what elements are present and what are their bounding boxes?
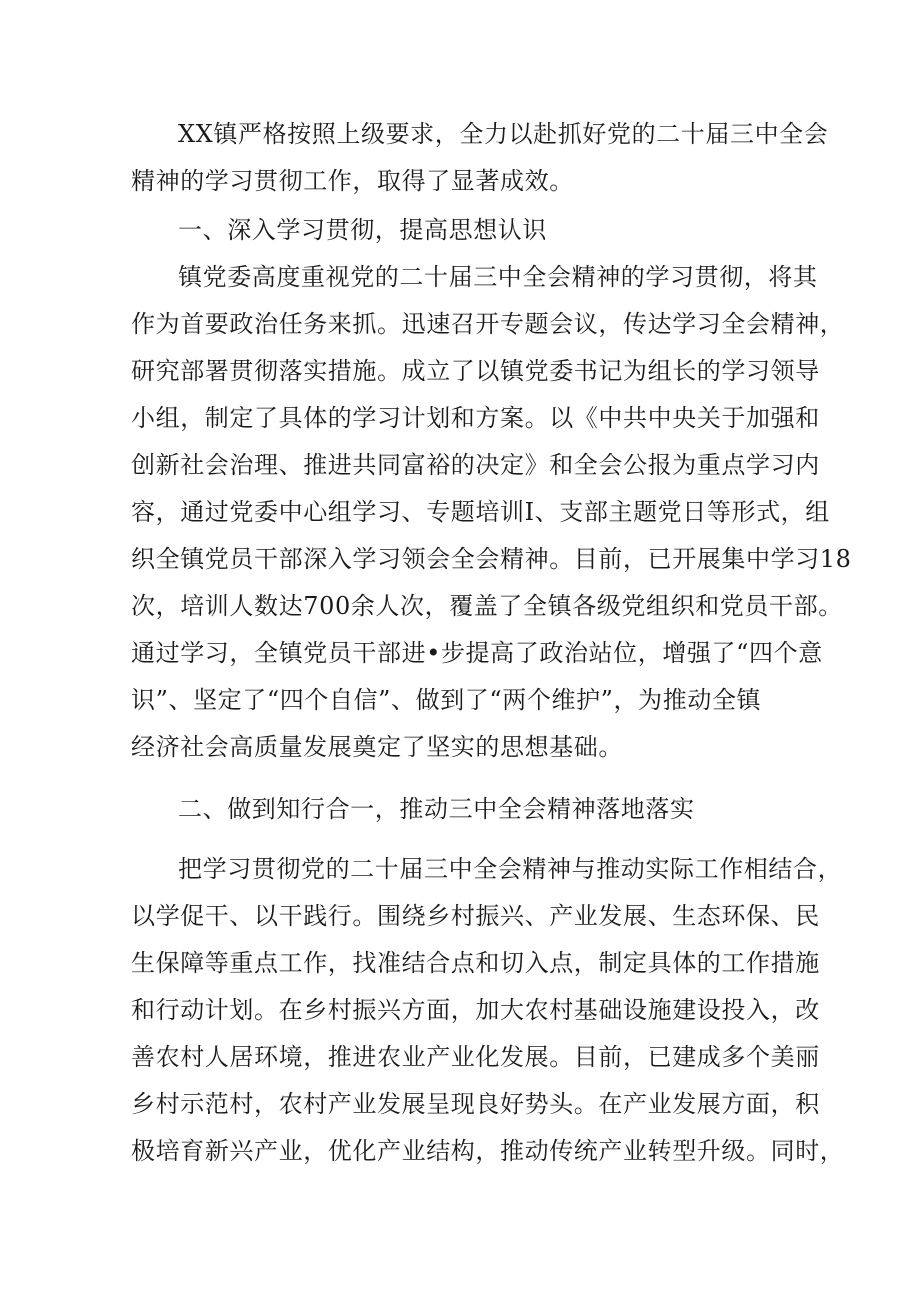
section-2-line-2: 以学促干、以干践行。围绕乡村振兴、产业发展、生态环保、民	[131, 902, 820, 930]
section-2-line-1: 把学习贯彻党的二十届三中全会精神与推动实际工作相结合，	[178, 855, 843, 883]
section-2-line-3: 生保障等重点工作，找准结合点和切入点，制定具体的工作措施	[131, 949, 820, 977]
section-2-line-4: 和行动计划。在乡村振兴方面，加大农村基础设施建设投入，改	[131, 996, 820, 1024]
section-2-line-7: 极培育新兴产业，优化产业结构，推动传统产业转型升级。同时，	[131, 1137, 845, 1165]
section-heading-1: 一、深入学习贯彻，提高思想认识	[178, 216, 547, 244]
section-1-line-11: 经济社会高质量发展奠定了坚实的思想基础。	[131, 733, 623, 761]
section-2-line-6: 乡村示范村，农村产业发展呈现良好势头。在产业发展方面，积	[131, 1090, 820, 1118]
section-1-line-4: 小组，制定了具体的学习计划和方案。以《中共中央关于加强和	[131, 404, 820, 432]
section-heading-2: 二、做到知行合一，推动三中全会精神落地落实	[178, 795, 695, 823]
intro-line-1: XX镇严格按照上级要求，全力以赴抓好党的二十届三中全会	[178, 120, 829, 148]
section-1-line-5: 创新社会治理、推进共同富裕的决定》和全会公报为重点学习内	[131, 451, 820, 479]
section-1-line-2: 作为首要政治任务来抓。迅速召开专题会议，传达学习全会精神，	[131, 310, 845, 338]
section-1-line-7: 织全镇党员干部深入学习领会全会精神。目前，已开展集中学习18	[131, 545, 852, 573]
intro-line-2: 精神的学习贯彻工作，取得了显著成效。	[131, 167, 574, 195]
section-1-line-6: 容，通过党委中心组学习、专题培训I、支部主题党日等形式，组	[131, 498, 830, 526]
section-2-line-5: 善农村人居环境，推进农业产业化发展。目前，已建成多个美丽	[131, 1043, 820, 1071]
section-1-line-8: 次，培训人数达700余人次，覆盖了全镇各级党组织和党员干部。	[131, 592, 843, 620]
section-1-line-9: 通过学习，全镇党员干部进•步提高了政治站位，增强了“四个意	[131, 639, 823, 667]
section-1-line-3: 研究部署贯彻落实措施。成立了以镇党委书记为组长的学习领导	[131, 357, 820, 385]
section-1-line-10: 识”、坚定了“四个自信”、做到了“两个维护”，为推动全镇	[131, 686, 762, 714]
section-1-line-1: 镇党委高度重视党的二十届三中全会精神的学习贯彻，将其	[178, 263, 818, 291]
